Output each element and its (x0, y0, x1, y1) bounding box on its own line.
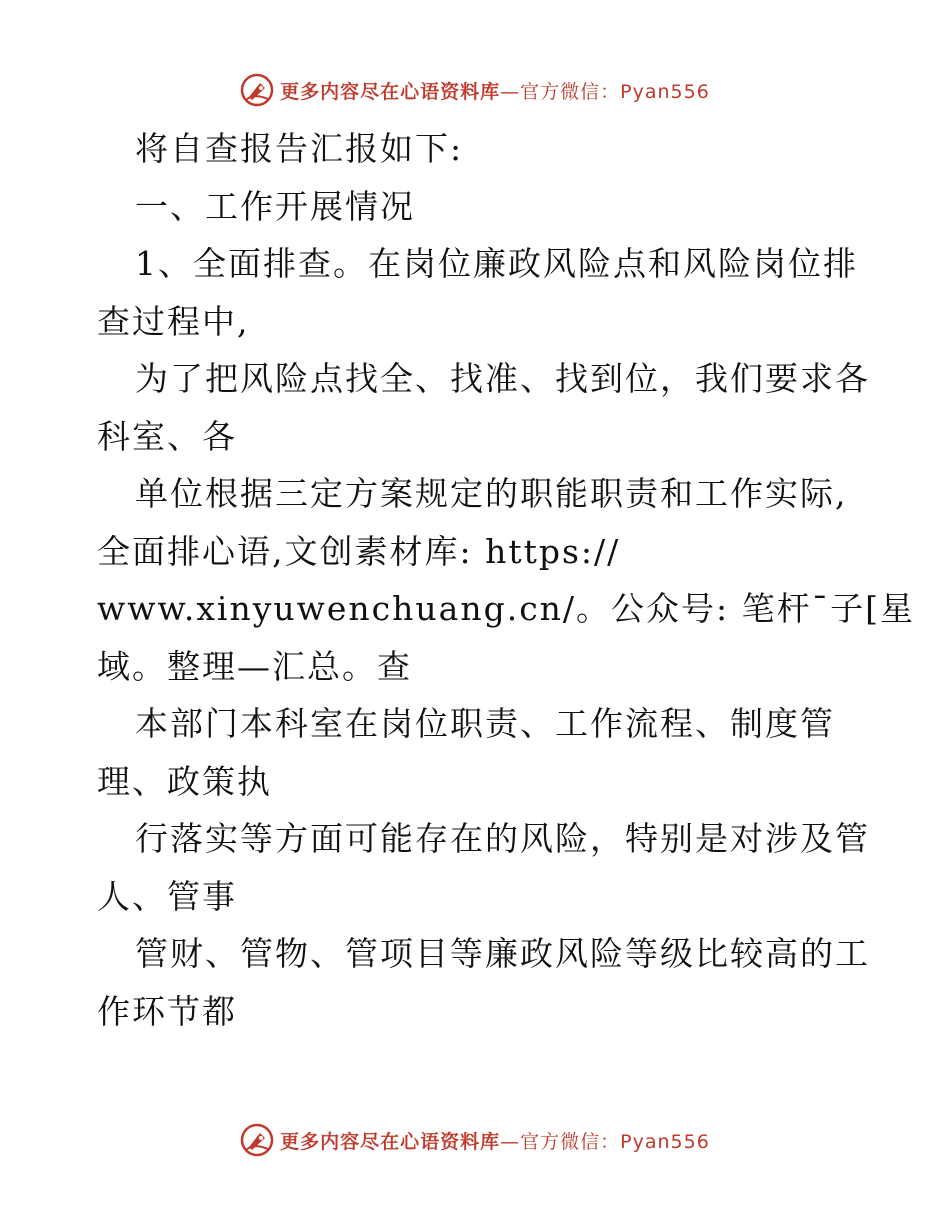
header-banner-text (280, 77, 710, 104)
footer-banner-wechat: 官方微信：Pyan556 (520, 1130, 710, 1153)
body-line: 单位根据三定方案规定的职能职责和工作实际, (135, 474, 848, 513)
body-line: 查过程中, (97, 301, 250, 341)
body-line: 域。整理—汇总。查 (97, 646, 412, 686)
body-line: 行落实等方面可能存在的风险，特别是对涉及管 (135, 819, 870, 858)
body-line: 理、政策执 (97, 761, 272, 801)
footer-banner (0, 1120, 950, 1160)
body-line: 全面排心语,文创素材库: https:// (97, 531, 621, 571)
footer-banner-text (280, 1127, 710, 1154)
body-line: 管财、管物、管项目等廉政风险等级比较高的工 (135, 934, 870, 973)
footer-banner-separator: — (500, 1130, 521, 1153)
body-line: 一、工作开展情况 (135, 186, 415, 226)
body-line: www.xinyuwenchuang.cn/。公众号: 笔杆¯子[星 (97, 589, 916, 628)
header-banner (0, 70, 950, 110)
pen-nib-logo-icon (240, 1123, 274, 1157)
header-banner-wechat: 官方微信：Pyan556 (520, 80, 710, 103)
header-banner-main: 更多内容尽在心语资料库 (280, 80, 501, 103)
document-body (97, 120, 916, 1040)
header-banner-separator: — (500, 80, 521, 103)
pen-nib-logo-icon (240, 73, 274, 107)
body-line: 为了把风险点找全、找准、找到位，我们要求各 (135, 359, 870, 398)
body-line: 科室、各 (97, 416, 237, 456)
body-line: 人、管事 (97, 876, 237, 916)
body-line: 作环节都 (97, 991, 237, 1031)
body-line: 本部门本科室在岗位职责、工作流程、制度管 (135, 704, 835, 743)
body-line: 1、全面排查。在岗位廉政风险点和风险岗位排 (135, 244, 858, 283)
footer-banner-main: 更多内容尽在心语资料库 (280, 1130, 501, 1153)
body-line: 将自查报告汇报如下: (135, 129, 464, 168)
